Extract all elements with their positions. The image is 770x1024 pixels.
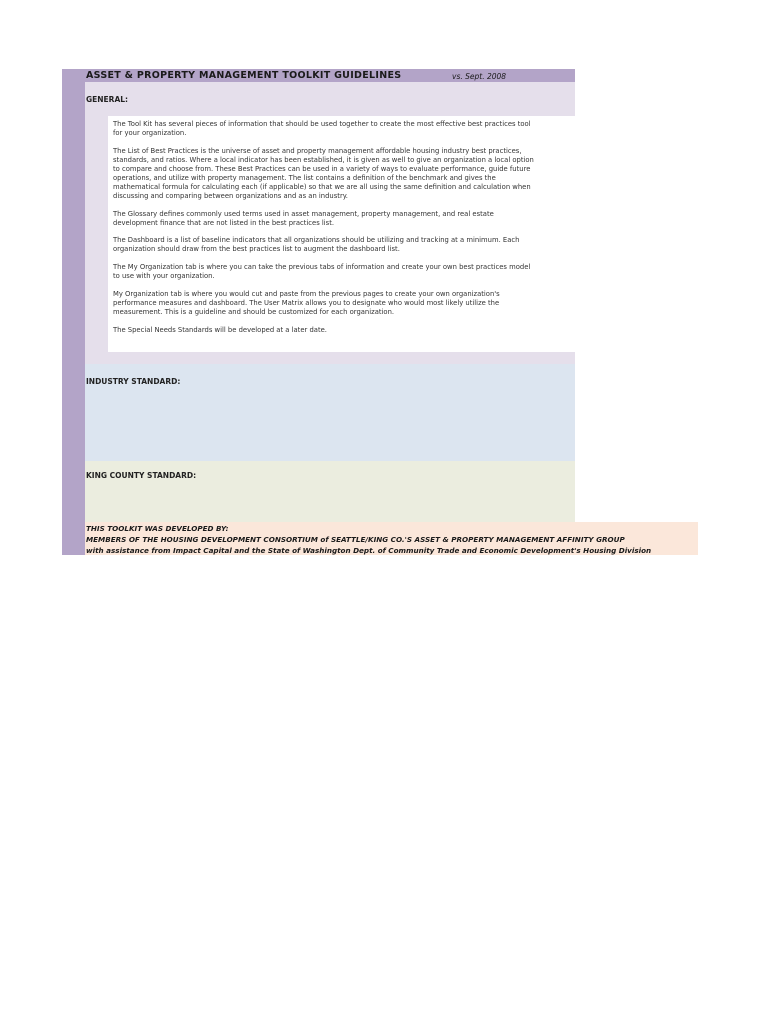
text-line: to use with your organization. (113, 272, 215, 280)
text-line: development finance that are not listed in the best practices list. (113, 219, 335, 227)
king-county-standard-heading: KING COUNTY STANDARD: (86, 471, 197, 480)
left-margin-bar (62, 69, 85, 555)
text-line: The My Organization tab is where you can take the previous tabs of information and create your own best practices model (113, 263, 531, 271)
paragraph-dashboard (113, 236, 583, 254)
version-label: vs. Sept. 2008 (452, 72, 507, 81)
text-line: The List of Best Practices is the universe of asset and property management affordable housing industry best practices, (113, 147, 522, 155)
text-line: performance measures and dashboard. The User Matrix allows you to designate who would most likely utilize the (113, 299, 500, 307)
paragraph-organization-tab (113, 290, 583, 317)
toolkit-sheet (62, 69, 698, 555)
text-line: The Special Needs Standards will be developed at a later date. (113, 326, 327, 334)
text-line: discussing and comparing between organizations and as an industry. (113, 192, 348, 200)
text-line: The Dashboard is a list of baseline indicators that all organizations should be utilizing and tracking at a minimum. Each (113, 236, 520, 244)
paragraph-glossary (113, 210, 583, 228)
credits-developers: MEMBERS OF THE HOUSING DEVELOPMENT CONSORTIUM of SEATTLE/KING CO.'S ASSET & PROPERTY MANAGEMENT AFFINITY GROUP (86, 535, 625, 544)
text-line: My Organization tab is where you would cut and paste from the previous pages to create your own organization's (113, 290, 500, 298)
text-line: for your organization. (113, 129, 187, 137)
credits-heading: THIS TOOLKIT WAS DEVELOPED BY: (86, 524, 229, 533)
general-heading: GENERAL: (86, 95, 129, 104)
paragraph-toolkit (113, 120, 583, 138)
text-line: to compare and choose from. These Best Practices can be used in a variety of ways to evaluate performance, guide future (113, 165, 531, 173)
page-title: ASSET & PROPERTY MANAGEMENT TOOLKIT GUIDELINES (86, 70, 402, 81)
text-line: operations, and utilize with property management. The list contains a definition of the benchmark and gives the (113, 174, 496, 182)
text-line: The Tool Kit has several pieces of information that should be used together to create the most effective best practices tool (113, 120, 531, 128)
paragraph-best-practices (113, 147, 583, 201)
paragraph-special-needs (113, 326, 583, 335)
paragraph-my-organization (113, 263, 583, 281)
text-line: standards, and ratios. Where a local indicator has been established, it is given as well to give an organization a local option (113, 156, 534, 164)
industry-standard-heading: INDUSTRY STANDARD: (86, 377, 181, 386)
text-line: The Glossary defines commonly used terms used in asset management, property management, and real estate (113, 210, 494, 218)
text-line: mathematical formula for calculating each (if applicable) so that we are all using the same definition and calculation when (113, 183, 531, 191)
text-line: organization should draw from the best practices list to augment the dashboard list. (113, 245, 400, 253)
credits-assistance: with assistance from Impact Capital and the State of Washington Dept. of Community Trade and Economic Development's Housing Division (86, 546, 652, 555)
text-line: measurement. This is a guideline and should be customized for each organization. (113, 308, 395, 316)
